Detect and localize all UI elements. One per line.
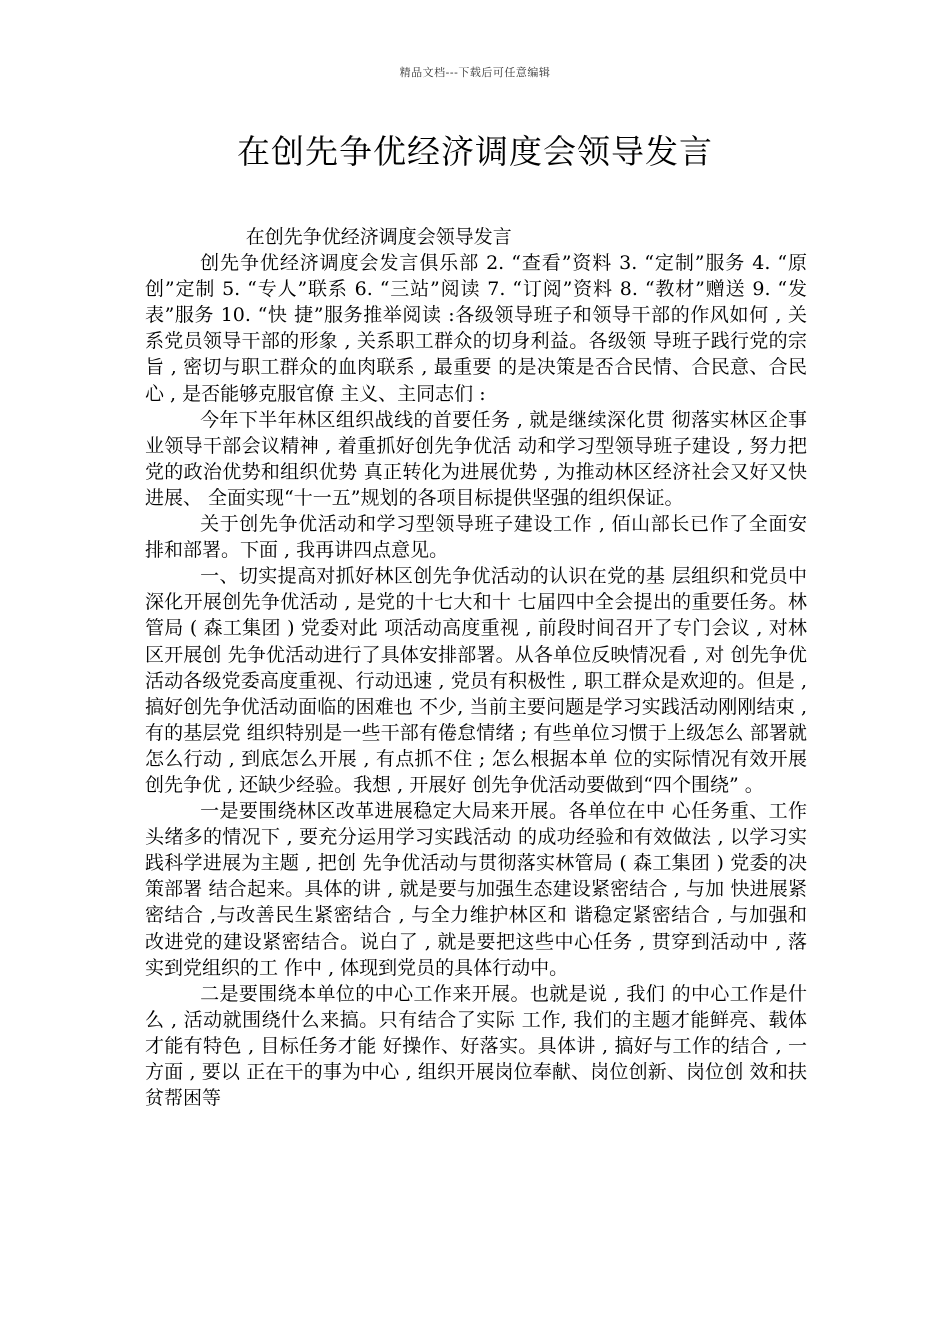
paragraph-section-one: 一、切实提高对抓好林区创先争优活动的认识在党的基 层组织和党员中深化开展创先争优活动 , 是党的十七大和十 七届四中全会提出的重要任务。林管局 ( 森工集团 ) 党委对此 项活动高度重视 , 前段时间召开了专门会议 , 对林区开展创 先争优活动进行了具体安排部署。从各单位反映情况看 , 对 创先争优活动各级党委高度重视、行动迅速 , 党员有积极性 , 职工群众是欢迎的。但是 , 搞好创先争优活动面临的困难也 不少, 当前主要问题是学习实践活动刚刚结束 ,有的基层党 组织特别是一些干部有倦怠情绪 ; 有些单位习惯于上级怎么 部署就怎么行动 , 到底怎么开展 , 有点抓不住 ; 怎么根据本单 位的实际情况有效开展创先争优 , 还缺少经验。我想 , 开展好 创先争优活动要做到“四个围绕” 。 xyxy=(145,565,807,796)
paragraph-arrangement: 关于创先争优活动和学习型领导班子建设工作 , 佰山部长已作了全面安排和部署。下面 , 我再讲四点意见。 xyxy=(145,513,807,562)
paragraph-task: 今年下半年林区组织战线的首要任务 , 就是继续深化贯 彻落实林区企事业领导干部会议精神 , 着重抓好创先争优活 动和学习型领导班子建设 , 努力把党的政治优势和组织优势 真正转化为进展优势 , 为推动林区经济社会又好又快进展、 全面实现“十一五”规划的各项目标提供坚强的组织保证。 xyxy=(145,408,807,509)
paragraph-point-one: 一是要围绕林区改革进展稳定大局来开展。各单位在中 心任务重、工作头绪多的情况下 , 要充分运用学习实践活动 的成功经验和有效做法 , 以学习实践科学进展为主题 , 把创 先争优活动与贯彻落实林管局 ( 森工集团 ) 党委的决策部署 结合起来。具体的讲 , 就是要与加强生态建设紧密结合 , 与加 快进展紧密结合 ,与改善民生紧密结合 , 与全力维护林区和 谐稳定紧密结合 , 与加强和改进党的建设紧密结合。说白了 , 就是要把这些中心任务 , 贯穿到活动中 , 落实到党组织的工 作中 , 体现到党员的具体行动中。 xyxy=(145,800,807,979)
document-body xyxy=(145,224,807,1111)
paragraph-point-two: 二是要围绕本单位的中心工作来开展。也就是说 , 我们 的中心工作是什么 , 活动就围绕什么来搞。只有结合了实际 工作, 我们的主题才能鲜亮、载体才能有特色 , 目标任务才能 好操作、好落实。具体讲 , 搞好与工作的结合 , 一方面 , 要以 正在干的事为中心 , 组织开展岗位奉献、岗位创新、岗位创 效和扶贫帮困等 xyxy=(145,982,807,1110)
page-header: 精品文档---下载后可任意编辑 xyxy=(399,66,551,79)
document-title: 在创先争优经济调度会领导发言 xyxy=(237,132,713,171)
document-subtitle: 在创先争优经济调度会领导发言 xyxy=(245,226,512,248)
paragraph-intro: 创先争优经济调度会发言俱乐部 2. “查看”资料 3. “定制”服务 4. “原创”定制 5. “专人”联系 6. “三站”阅读 7. “订阅”资料 8. “教材”赠送 9. “发表”服务 10. “快 捷”服务推举阅读 :各级领导班子和领导干部的作风如何 , 关 系党员领导干部的形象 , 关系职工群众的切身利益。各级领 导班子践行党的宗旨 , 密切与职工群众的血肉联系 , 最重要 的是决策是否合民情、合民意、合民心 , 是否能够克服官僚 主义、主同志们 : xyxy=(145,252,807,405)
